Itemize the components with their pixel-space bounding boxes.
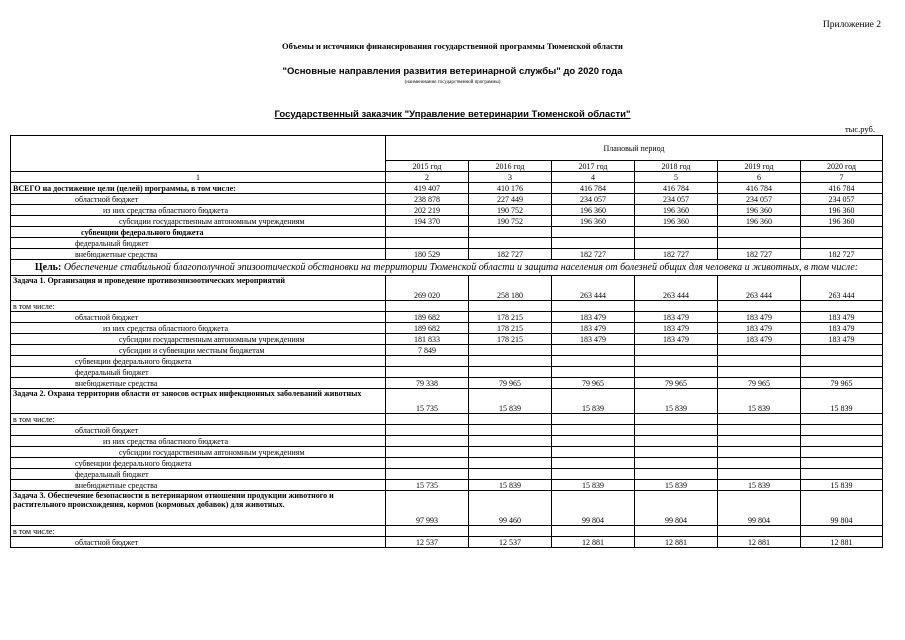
- state-customer: [0, 109, 905, 120]
- value-cell: [469, 345, 552, 356]
- value-cell: [552, 458, 635, 469]
- value-cell: 182 727: [635, 249, 718, 260]
- task3-row: [11, 491, 883, 526]
- document-title: Объемы и источники финансирования государственной программы Тюменской области: [282, 41, 623, 51]
- column-number: 5: [635, 172, 718, 183]
- value-cell: [718, 356, 801, 367]
- value-cell: 183 479: [635, 323, 718, 334]
- value-cell: 183 479: [801, 323, 883, 334]
- header-row-numbers: [11, 172, 883, 183]
- value-cell: 183 479: [801, 334, 883, 345]
- value-cell: [469, 447, 552, 458]
- value-cell: 416 784: [801, 183, 883, 194]
- row-label: ВСЕГО на достижение цели (целей) программы, в том числе:: [11, 183, 386, 194]
- value-cell: [801, 345, 883, 356]
- task2-sub-row: [11, 458, 883, 469]
- value-cell: 196 360: [718, 205, 801, 216]
- value-cell: 181 833: [386, 334, 469, 345]
- value-cell: 263 444: [718, 276, 801, 301]
- value-cell: 183 479: [635, 334, 718, 345]
- goal-cell: [11, 260, 883, 276]
- value-cell: 79 965: [635, 378, 718, 389]
- units-label: тыс.руб.: [844, 124, 875, 134]
- year-header: 2018 год: [635, 161, 718, 172]
- value-cell: [718, 469, 801, 480]
- value-cell: 189 682: [386, 312, 469, 323]
- value-cell: 238 878: [386, 194, 469, 205]
- value-cell: 196 360: [801, 216, 883, 227]
- value-cell: [386, 356, 469, 367]
- total-sub-row: [11, 194, 883, 205]
- value-cell: [801, 469, 883, 480]
- value-cell: 234 057: [801, 194, 883, 205]
- value-cell: 183 479: [552, 312, 635, 323]
- value-cell: 234 057: [635, 194, 718, 205]
- value-cell: 99 804: [552, 491, 635, 526]
- value-cell: 12 537: [386, 537, 469, 548]
- value-cell: [386, 458, 469, 469]
- task1-sub-row: [11, 356, 883, 367]
- row-label: Задача 3. Обеспечение безопасности в ветеринарном отношении продукции животного и растительного происхождения, кормов (кормовых добавок) для животных.: [11, 491, 386, 526]
- value-cell: [801, 436, 883, 447]
- task3-sub-row: [11, 537, 883, 548]
- value-cell: [386, 436, 469, 447]
- value-cell: [469, 227, 552, 238]
- value-cell: [718, 238, 801, 249]
- value-cell: 183 479: [718, 323, 801, 334]
- value-cell: 180 529: [386, 249, 469, 260]
- value-cell: [386, 469, 469, 480]
- value-cell: [552, 414, 635, 425]
- row-label: из них средства областного бюджета: [11, 436, 386, 447]
- year-header: 2020 год: [801, 161, 883, 172]
- row-label: областной бюджет: [11, 312, 386, 323]
- task1-sub-row: [11, 345, 883, 356]
- row-label: областной бюджет: [11, 425, 386, 436]
- row-label: Задача 1. Организация и проведение противоэпизоотических мероприятий: [11, 276, 386, 301]
- value-cell: 12 881: [552, 537, 635, 548]
- value-cell: [469, 469, 552, 480]
- planned-period-header: Плановый период: [386, 136, 883, 161]
- total-sub-row: [11, 249, 883, 260]
- value-cell: 15 839: [552, 389, 635, 414]
- task1-sub-row: [11, 334, 883, 345]
- value-cell: [635, 356, 718, 367]
- task1-incl-row: [11, 301, 883, 312]
- value-cell: 99 804: [801, 491, 883, 526]
- value-cell: 79 965: [552, 378, 635, 389]
- value-cell: 419 407: [386, 183, 469, 194]
- value-cell: 182 727: [469, 249, 552, 260]
- value-cell: [718, 301, 801, 312]
- value-cell: [718, 458, 801, 469]
- value-cell: [801, 238, 883, 249]
- row-label: областной бюджет: [11, 194, 386, 205]
- row-label: субсидии и субвенции местным бюджетам: [11, 345, 386, 356]
- total-sub-row: [11, 216, 883, 227]
- value-cell: 183 479: [718, 312, 801, 323]
- value-cell: 234 057: [552, 194, 635, 205]
- value-cell: 99 804: [635, 491, 718, 526]
- value-cell: [635, 436, 718, 447]
- task3-incl-row: [11, 526, 883, 537]
- value-cell: [552, 447, 635, 458]
- task2-sub-row: [11, 469, 883, 480]
- value-cell: [552, 301, 635, 312]
- goal-text: Обеспечение стабильной благополучной эпизоотической обстановки на территории Тюменской области и защита населения от болезней общих для человека и животных, в том числе:: [63, 262, 859, 273]
- value-cell: 79 338: [386, 378, 469, 389]
- value-cell: [386, 447, 469, 458]
- value-cell: [552, 227, 635, 238]
- row-label: субсидии государственным автономным учреждениям: [11, 216, 386, 227]
- program-name-caption: (наименование государственной программы): [404, 80, 501, 85]
- value-cell: 227 449: [469, 194, 552, 205]
- value-cell: [552, 469, 635, 480]
- value-cell: [718, 367, 801, 378]
- value-cell: 97 993: [386, 491, 469, 526]
- row-label: из них средства областного бюджета: [11, 205, 386, 216]
- value-cell: [552, 526, 635, 537]
- header-blank-cell: [11, 136, 386, 172]
- value-cell: 15 735: [386, 480, 469, 491]
- value-cell: [718, 526, 801, 537]
- task1-sub-row: [11, 367, 883, 378]
- total-sub-row: [11, 227, 883, 238]
- row-label: в том числе:: [11, 414, 386, 425]
- row-label: федеральный бюджет: [11, 367, 386, 378]
- year-header: 2016 год: [469, 161, 552, 172]
- value-cell: 182 727: [718, 249, 801, 260]
- task1-sub-row: [11, 312, 883, 323]
- value-cell: [801, 447, 883, 458]
- value-cell: 15 839: [469, 389, 552, 414]
- value-cell: [801, 356, 883, 367]
- value-cell: 12 881: [801, 537, 883, 548]
- column-number: 1: [11, 172, 386, 183]
- task2-sub-row: [11, 480, 883, 491]
- row-label: областной бюджет: [11, 537, 386, 548]
- value-cell: 183 479: [552, 323, 635, 334]
- value-cell: 178 215: [469, 323, 552, 334]
- value-cell: 182 727: [801, 249, 883, 260]
- value-cell: [386, 367, 469, 378]
- value-cell: [469, 367, 552, 378]
- value-cell: 178 215: [469, 334, 552, 345]
- row-label: субвенции федерального бюджета: [11, 458, 386, 469]
- value-cell: [801, 458, 883, 469]
- value-cell: 234 057: [718, 194, 801, 205]
- value-cell: 15 839: [469, 480, 552, 491]
- value-cell: [552, 238, 635, 249]
- value-cell: [469, 301, 552, 312]
- goal-prefix: Цель:: [34, 262, 62, 273]
- task2-sub-row: [11, 425, 883, 436]
- value-cell: 190 752: [469, 216, 552, 227]
- value-cell: [718, 436, 801, 447]
- value-cell: [635, 414, 718, 425]
- value-cell: 410 176: [469, 183, 552, 194]
- value-cell: [801, 227, 883, 238]
- value-cell: [718, 425, 801, 436]
- value-cell: 15 839: [552, 480, 635, 491]
- value-cell: 7 849: [386, 345, 469, 356]
- value-cell: 99 460: [469, 491, 552, 526]
- row-label: внебюджетные средства: [11, 480, 386, 491]
- value-cell: [386, 238, 469, 249]
- goal-row: [11, 260, 883, 276]
- value-cell: [469, 425, 552, 436]
- value-cell: 183 479: [801, 312, 883, 323]
- row-label: Задача 2. Охрана территории области от заносов острых инфекционных заболеваний животных: [11, 389, 386, 414]
- value-cell: 15 839: [801, 480, 883, 491]
- column-number: 6: [718, 172, 801, 183]
- value-cell: 196 360: [635, 205, 718, 216]
- value-cell: [552, 425, 635, 436]
- value-cell: [469, 436, 552, 447]
- value-cell: 15 839: [718, 480, 801, 491]
- value-cell: 189 682: [386, 323, 469, 334]
- value-cell: 79 965: [718, 378, 801, 389]
- value-cell: 12 881: [635, 537, 718, 548]
- value-cell: [552, 436, 635, 447]
- task2-sub-row: [11, 447, 883, 458]
- value-cell: 99 804: [718, 491, 801, 526]
- value-cell: [635, 458, 718, 469]
- value-cell: [635, 238, 718, 249]
- task1-sub-row: [11, 378, 883, 389]
- value-cell: [801, 301, 883, 312]
- value-cell: [386, 425, 469, 436]
- value-cell: [635, 447, 718, 458]
- column-number: 7: [801, 172, 883, 183]
- value-cell: [469, 356, 552, 367]
- value-cell: [801, 367, 883, 378]
- year-header: 2017 год: [552, 161, 635, 172]
- row-label: субвенции федерального бюджета: [11, 356, 386, 367]
- value-cell: [386, 301, 469, 312]
- row-label: субвенции федерального бюджета: [11, 227, 386, 238]
- header-row-period: [11, 136, 883, 161]
- total-sub-row: [11, 238, 883, 249]
- value-cell: [635, 227, 718, 238]
- value-cell: 196 360: [801, 205, 883, 216]
- value-cell: [635, 425, 718, 436]
- value-cell: [718, 227, 801, 238]
- value-cell: [718, 345, 801, 356]
- total-sub-row: [11, 205, 883, 216]
- task1-sub-row: [11, 323, 883, 334]
- appendix-label: Приложение 2: [822, 20, 881, 30]
- value-cell: 258 180: [469, 276, 552, 301]
- value-cell: 196 360: [635, 216, 718, 227]
- value-cell: 263 444: [552, 276, 635, 301]
- value-cell: [469, 526, 552, 537]
- value-cell: 194 370: [386, 216, 469, 227]
- value-cell: [635, 526, 718, 537]
- value-cell: [718, 447, 801, 458]
- value-cell: 12 537: [469, 537, 552, 548]
- value-cell: [801, 526, 883, 537]
- value-cell: 196 360: [552, 216, 635, 227]
- task1-row: [11, 276, 883, 301]
- state-customer-prefix: Государственный заказчик: [274, 109, 403, 120]
- value-cell: [801, 425, 883, 436]
- task2-row: [11, 389, 883, 414]
- value-cell: [469, 414, 552, 425]
- row-label: в том числе:: [11, 526, 386, 537]
- financing-table: [10, 135, 883, 548]
- value-cell: [386, 414, 469, 425]
- total-row: [11, 183, 883, 194]
- value-cell: 416 784: [718, 183, 801, 194]
- value-cell: 183 479: [635, 312, 718, 323]
- value-cell: 79 965: [801, 378, 883, 389]
- value-cell: [718, 414, 801, 425]
- row-label: субсидии государственным автономным учреждениям: [11, 447, 386, 458]
- value-cell: 183 479: [718, 334, 801, 345]
- value-cell: 190 752: [469, 205, 552, 216]
- row-label: внебюджетные средства: [11, 249, 386, 260]
- task2-incl-row: [11, 414, 883, 425]
- value-cell: [801, 414, 883, 425]
- value-cell: 416 784: [552, 183, 635, 194]
- row-label: внебюджетные средства: [11, 378, 386, 389]
- value-cell: 263 444: [801, 276, 883, 301]
- value-cell: 15 839: [635, 480, 718, 491]
- value-cell: 79 965: [469, 378, 552, 389]
- program-name: "Основные направления развития ветеринарной службы" до 2020 года: [282, 66, 623, 77]
- value-cell: 12 881: [718, 537, 801, 548]
- value-cell: [552, 367, 635, 378]
- value-cell: 15 839: [718, 389, 801, 414]
- column-number: 4: [552, 172, 635, 183]
- value-cell: [386, 227, 469, 238]
- value-cell: 15 735: [386, 389, 469, 414]
- row-label: субсидии государственным автономным учреждениям: [11, 334, 386, 345]
- value-cell: [635, 345, 718, 356]
- value-cell: 178 215: [469, 312, 552, 323]
- value-cell: [469, 238, 552, 249]
- column-number: 2: [386, 172, 469, 183]
- row-label: в том числе:: [11, 301, 386, 312]
- value-cell: 263 444: [635, 276, 718, 301]
- row-label: из них средства областного бюджета: [11, 323, 386, 334]
- value-cell: 416 784: [635, 183, 718, 194]
- row-label: федеральный бюджет: [11, 469, 386, 480]
- row-label: федеральный бюджет: [11, 238, 386, 249]
- year-header: 2019 год: [718, 161, 801, 172]
- task2-sub-row: [11, 436, 883, 447]
- value-cell: 15 839: [801, 389, 883, 414]
- value-cell: 183 479: [552, 334, 635, 345]
- value-cell: [552, 356, 635, 367]
- value-cell: [469, 458, 552, 469]
- value-cell: 196 360: [718, 216, 801, 227]
- value-cell: 15 839: [635, 389, 718, 414]
- value-cell: 269 020: [386, 276, 469, 301]
- value-cell: 202 219: [386, 205, 469, 216]
- value-cell: [552, 345, 635, 356]
- value-cell: [635, 301, 718, 312]
- value-cell: 182 727: [552, 249, 635, 260]
- column-number: 3: [469, 172, 552, 183]
- value-cell: 196 360: [552, 205, 635, 216]
- year-header: 2015 год: [386, 161, 469, 172]
- value-cell: [386, 526, 469, 537]
- value-cell: [635, 367, 718, 378]
- state-customer-name: "Управление ветеринарии Тюменской области": [404, 109, 631, 120]
- value-cell: [635, 469, 718, 480]
